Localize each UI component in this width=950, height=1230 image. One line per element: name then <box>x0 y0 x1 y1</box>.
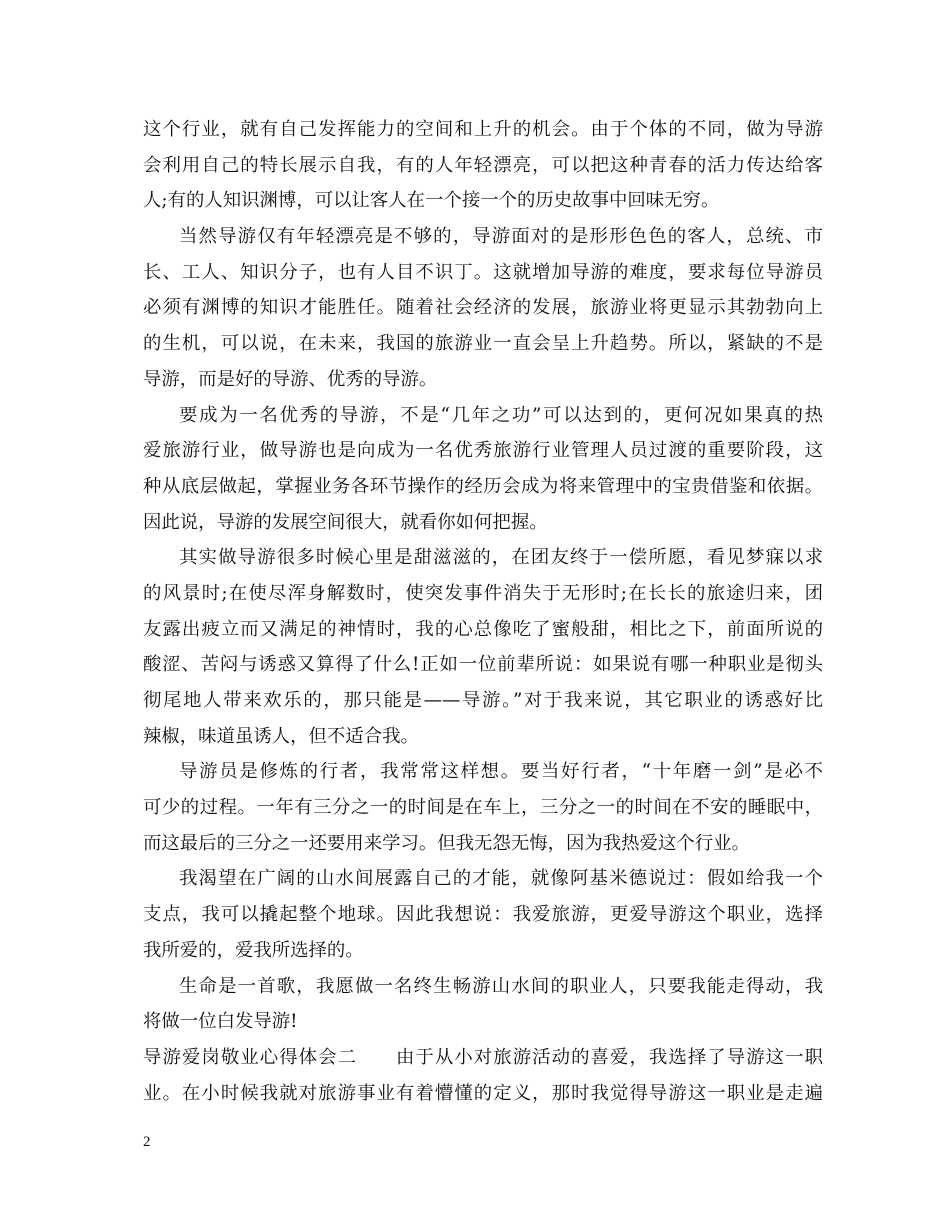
text-line: 人;有的人知识渊博，可以让客人在一个接一个的历史故事中回味无穷。 <box>143 190 720 212</box>
text-line: 导游，而是好的导游、优秀的导游。 <box>143 368 438 390</box>
text-line: 的风景时;在使尽浑身解数时，使突发事件消失于无形时;在长长的旅途归来，团 <box>143 582 823 604</box>
text-line: 要成为一名优秀的导游，不是“几年之功”可以达到的，更何况如果真的热 <box>179 404 823 426</box>
text-line: 生命是一首歌，我愿做一名终生畅游山水间的职业人，只要我能走得动，我 <box>179 975 823 997</box>
text-line: 辣椒，味道虽诱人，但不适合我。 <box>143 725 419 747</box>
text-line: 必须有渊博的知识才能胜任。随着社会经济的发展，旅游业将更显示其勃勃向上 <box>143 297 823 319</box>
text-line: 我渴望在广阔的山水间展露自己的才能，就像阿基米德说过：假如给我一个 <box>179 868 823 890</box>
text-line: 业。在小时候我就对旅游事业有着懵懂的定义，那时我觉得导游这一职业是走遍 <box>143 1082 823 1104</box>
text-line: 长、工人、知识分子，也有人目不识丁。这就增加导游的难度，要求每位导游员 <box>143 261 823 283</box>
text-line: 这个行业，就有自己发挥能力的空间和上升的机会。由于个体的不同，做为导游 <box>143 119 823 140</box>
text-line: 当然导游仅有年轻漂亮是不够的，导游面对的是形形色色的客人，总统、市 <box>179 226 823 248</box>
text-line: 种从底层做起，掌握业务各环节操作的经历会成为将来管理中的宝贵借鉴和依据。 <box>143 475 823 497</box>
page-number: 2 <box>143 1134 151 1150</box>
text-line: 导游员是修炼的行者，我常常这样想。要当好行者，“十年磨一剑”是必不 <box>179 761 823 783</box>
text-line: 将做一位白发导游! <box>143 1011 298 1033</box>
text-line: 可少的过程。一年有三分之一的时间是在车上，三分之一的时间在不安的睡眠中， <box>143 797 823 819</box>
text-line: 导游爱岗敬业心得体会二 由于从小对旅游活动的喜爱，我选择了导游这一职 <box>143 1046 823 1068</box>
text-line: 因此说，导游的发展空间很大，就看你如何把握。 <box>143 511 548 533</box>
text-line: 其实做导游很多时候心里是甜滋滋的，在团友终于一偿所愿，看见梦寐以求 <box>179 547 823 569</box>
text-line: 友露出疲立而又满足的神情时，我的心总像吃了蜜般甜，相比之下，前面所说的 <box>143 618 823 640</box>
text-line: 支点，我可以撬起整个地球。因此我想说：我爱旅游，更爱导游这个职业，选择 <box>143 904 823 926</box>
text-line: 爱旅游行业，做导游也是向成为一名优秀旅游行业管理人员过渡的重要阶段，这 <box>143 440 823 462</box>
text-line: 彻尾地人带来欢乐的，那只能是——导游。”对于我来说，其它职业的诱惑好比 <box>143 690 823 711</box>
text-line: 我所爱的，爱我所选择的。 <box>143 939 364 961</box>
text-line: 而这最后的三分之一还要用来学习。但我无怨无悔，因为我热爱这个行业。 <box>143 832 750 854</box>
text-line: 的生机，可以说，在未来，我国的旅游业一直会呈上升趋势。所以，紧缺的不是 <box>143 333 823 355</box>
text-line: 会利用自己的特长展示自我，有的人年轻漂亮，可以把这种青春的活力传达给客 <box>143 154 823 176</box>
body-text <box>143 112 823 1111</box>
text-line: 酸涩、苦闷与诱惑又算得了什么!正如一位前辈所说：如果说有哪一种职业是彻头 <box>143 654 823 676</box>
